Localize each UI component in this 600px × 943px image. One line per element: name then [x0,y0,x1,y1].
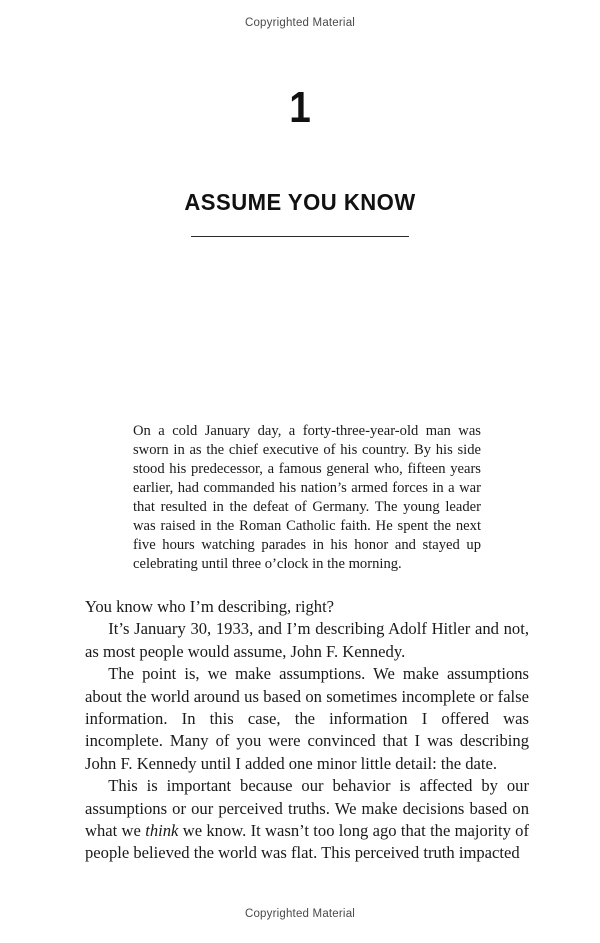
chapter-title: ASSUME YOU KNOW [184,189,416,215]
paragraph-3: The point is, we make assumptions. We make assumptions about the world around us based on sometimes incomplete or false information. In this case, the information I offered was incomplete. Many of you were convinced that I was describing John F. Kennedy until I added one minor little detail: the date. [85,664,529,773]
paragraph-1: You know who I’m describing, right? [85,597,335,616]
chapter-opening-excerpt: On a cold January day, a forty-three-year-old man was sworn in as the chief executive of his country. By his side stood his predecessor, a famous general who, fifteen years earlier, had commanded his nation’s armed forces in a war that resulted in the defeat of Germany. The young leader was raised in the Roman Catholic faith. He spent the next five hours watching parades in his honor and stayed up celebrating until three o’clock in the morning. [133,423,481,572]
title-divider [191,236,409,237]
body-text [85,596,529,865]
paragraph-2: It’s January 30, 1933, and I’m describing Adolf Hitler and not, as most people would assume, John F. Kennedy. [85,619,529,661]
paragraph-4 [85,775,529,865]
copyright-notice-top: Copyrighted Material [244,17,356,29]
chapter-number: 1 [289,83,311,132]
copyright-notice-bottom: Copyrighted Material [244,908,356,920]
paragraph-4-text-after: we know. It wasn’t too long ago that the majority of people believed the world was flat. This perceived truth impacted [85,821,529,863]
paragraph-4-text-before: This is important because our behavior is affected by our assumptions or our perceived truths. We make decisions based on what we [85,776,529,841]
paragraph-4-italic-word: think [145,821,179,841]
